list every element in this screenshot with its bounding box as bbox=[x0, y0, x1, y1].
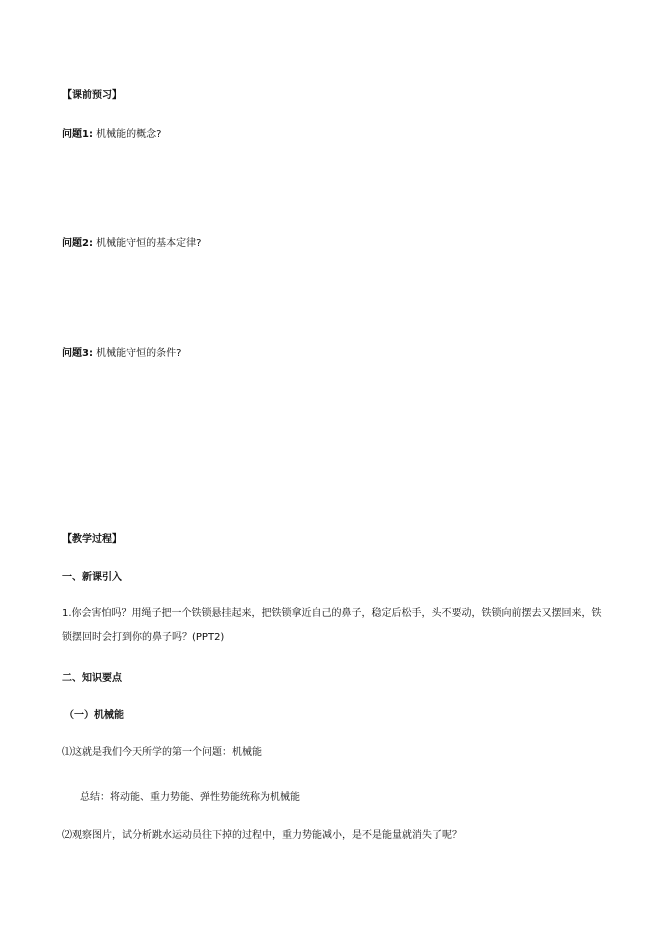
question-2-label: 问题2: bbox=[62, 238, 93, 249]
subsection-1-item-2: ⑵观察图片，试分析跳水运动员往下掉的过程中，重力势能减小，是不是能量就消失了呢？ bbox=[62, 830, 462, 841]
question-3-label: 问题3: bbox=[62, 348, 93, 359]
section-1-paragraph: 1.你会害怕吗？用绳子把一个铁锁悬挂起来，把铁锁拿近自己的鼻子，稳定后松手，头不要动，铁锁向前摆去又摆回来，铁锁摆回时会打到你的鼻子吗？(PPT2) bbox=[62, 608, 602, 643]
subsection-1-item-1: ⑴这就是我们今天所学的第一个问题：机械能 bbox=[62, 747, 262, 758]
section-1-title: 一、新课引入 bbox=[62, 572, 122, 583]
question-3 bbox=[62, 347, 181, 361]
question-1-label: 问题1: bbox=[62, 129, 93, 140]
question-2-text: 机械能守恒的基本定律? bbox=[96, 238, 202, 249]
section-2-title: 二、知识要点 bbox=[62, 673, 122, 684]
preview-heading: 【课前预习】 bbox=[62, 90, 122, 101]
process-heading: 【教学过程】 bbox=[62, 534, 122, 545]
subsection-1-title: （一）机械能 bbox=[64, 710, 124, 721]
subsection-1-summary: 总结：将动能、重力势能、弹性势能统称为机械能 bbox=[80, 792, 300, 803]
question-3-text: 机械能守恒的条件? bbox=[96, 348, 182, 359]
question-2 bbox=[62, 237, 201, 251]
question-1-text: 机械能的概念? bbox=[96, 129, 162, 140]
question-1 bbox=[62, 128, 161, 142]
